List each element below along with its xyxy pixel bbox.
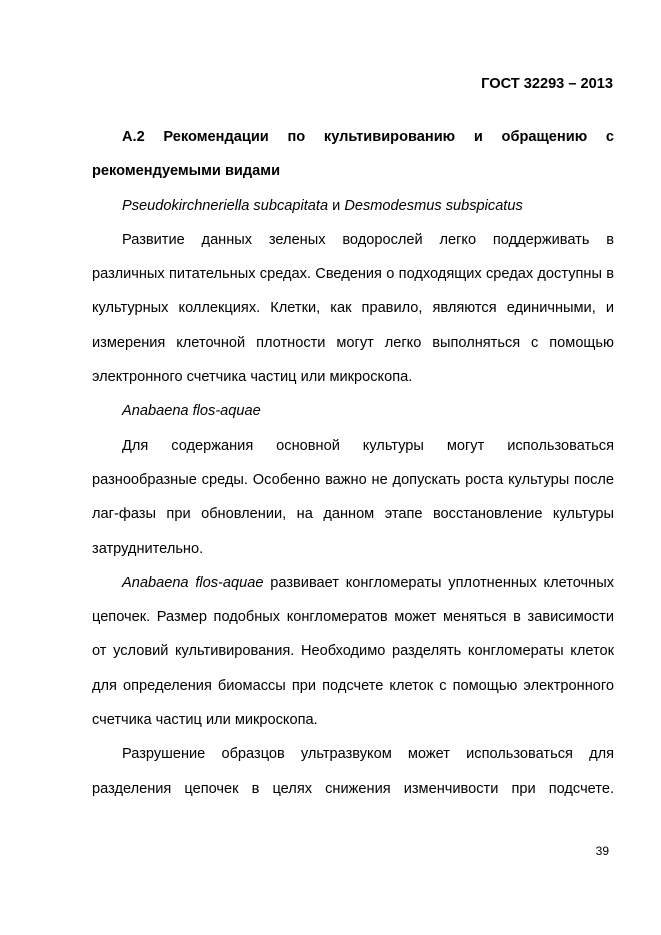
species-heading-2: Anabaena flos-aquae bbox=[122, 403, 261, 420]
paragraph-conglomerates bbox=[92, 566, 614, 737]
species-heading-1 bbox=[92, 189, 614, 223]
page-number: 39 bbox=[595, 844, 609, 858]
paragraph-conglomerates-text: развивает конгломераты уплотненных клеточных цепочек. Размер подобных конгломератов может меняться в зависимости от условий культивирования. Необходимо разделять конгломераты клеток для определения биомассы при подсчете клеток с помощью электронного счетчика частиц или микроскопа. bbox=[92, 574, 614, 729]
paragraph-green-algae: Развитие данных зеленых водорослей легко поддерживать в различных питательных средах. Сведения о подходящих средах доступны в культурных коллекциях. Клетки, как правило, являются единичными, и измерения клеточной плотности могут легко выполняться с помощью электронного счетчика частиц или микроскопа. bbox=[92, 231, 614, 386]
paragraph-ultrasound: Разрушение образцов ультразвуком может использоваться для разделения цепочек в целях снижения изменчивости при подсчете. bbox=[92, 746, 614, 797]
document-code-header: ГОСТ 32293 – 2013 bbox=[481, 76, 613, 92]
species-conjunction: и bbox=[328, 197, 345, 214]
species-name-pseudokirchneriella: Pseudokirchneriella subcapitata bbox=[122, 197, 329, 214]
species-name-desmodesmus: Desmodesmus subspicatus bbox=[344, 197, 523, 214]
paragraph-culture-media: Для содержания основной культуры могут использоваться разнообразные среды. Особенно важно не допускать роста культуры после лаг-фазы при обновлении, на данном этапе восстановление культуры затруднительно. bbox=[92, 437, 614, 557]
document-body bbox=[92, 120, 614, 806]
section-heading: А.2 Рекомендации по культивированию и обращению с рекомендуемыми видами bbox=[92, 129, 614, 180]
species-name-anabaena-inline: Anabaena flos-aquae bbox=[122, 574, 264, 591]
